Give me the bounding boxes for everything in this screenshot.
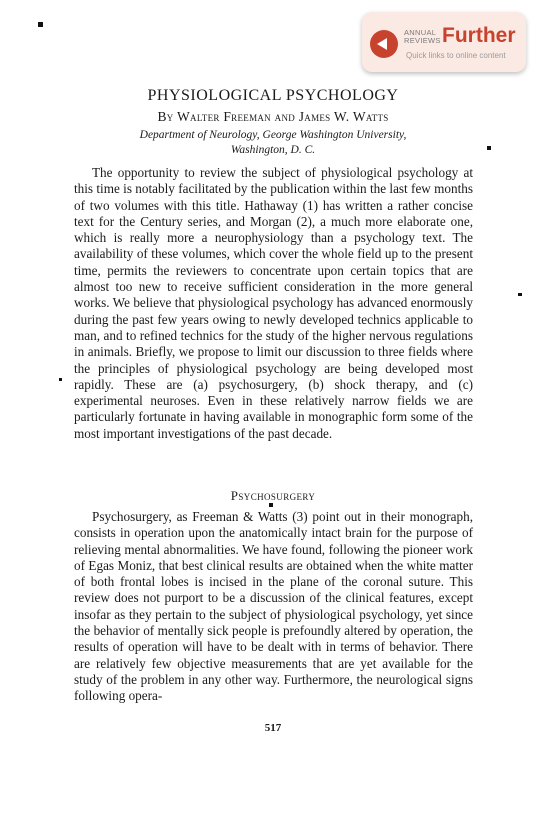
section-heading: Psychosurgery: [230, 488, 316, 503]
quick-links-label: Quick links to online content: [406, 51, 506, 60]
paragraph-2: Psychosurgery, as Freeman & Watts (3) point out in their monograph, consists in operation upon the anatomically intact brain for the purpose of relieving mental abnormalities. We have found, following the pioneer work of Egas Moniz, that best clinical results are obtained when the white matter of both frontal lobes is incised in the plane of the coronal suture. This review does not purport to be a discussion of the clinical features, except insofar as they pertain to the subject of physiological psychology, yet since the behavior of mentally sick people is prefoundly altered by operation, the results of operation will have to be dealt with in terms of behavior. There are relatively few objective measurements that are yet available for the study of the problem in any other way. Furthermore, the neurological signs following opera-: [74, 509, 473, 704]
article-authors: By Walter Freeman and James W. Watts: [157, 109, 389, 124]
affiliation-line-1: Department of Neurology, George Washington University,: [139, 129, 407, 141]
affiliation-line-2: Washington, D. C.: [230, 144, 316, 156]
further-links-badge[interactable]: [362, 12, 526, 72]
scan-speck: [38, 22, 43, 27]
body-text-block-1: [74, 165, 473, 442]
scan-speck: [59, 378, 62, 381]
annual-reviews-label: ANNUAL REVIEWS: [404, 28, 441, 45]
further-label: Further: [442, 24, 516, 47]
page-number: 517: [264, 722, 282, 734]
annual-reviews-logo-icon: [370, 30, 398, 58]
article-affiliation: [0, 128, 546, 158]
body-text-block-2: [74, 509, 473, 705]
article-title: PHYSIOLOGICAL PSYCHOLOGY: [147, 87, 399, 104]
paragraph-1: The opportunity to review the subject of physiological psychology at this time is notably facilitated by the publication within the last few months of two volumes with this title. Hathaway (1) has written a rather concise text for the Century series, and Morgan (2), a much more elaborate one, which is really more a neurophysiology than a psychology text. The availability of these volumes, which cover the whole field up to the present time, permits the reviewers to concentrate upon certain topics that are almost too new to receive sufficient consideration in the more general works. We believe that physiological psychology has advanced enormously during the past few years owing to newly developed technics applicable to man, and to refined technics for the study of the higher nervous regulations in animals. Briefly, we propose to limit our discussion to three fields where the principles of physiological psychology are being developed most rapidly. These are (a) psychosurgery, (b) shock therapy, and (c) experimental neuroses. Even in these relatively narrow fields we are particularly fortunate in having available in monographic form some of the most important investigations of the past decade.: [74, 165, 473, 441]
scan-speck: [518, 293, 522, 296]
